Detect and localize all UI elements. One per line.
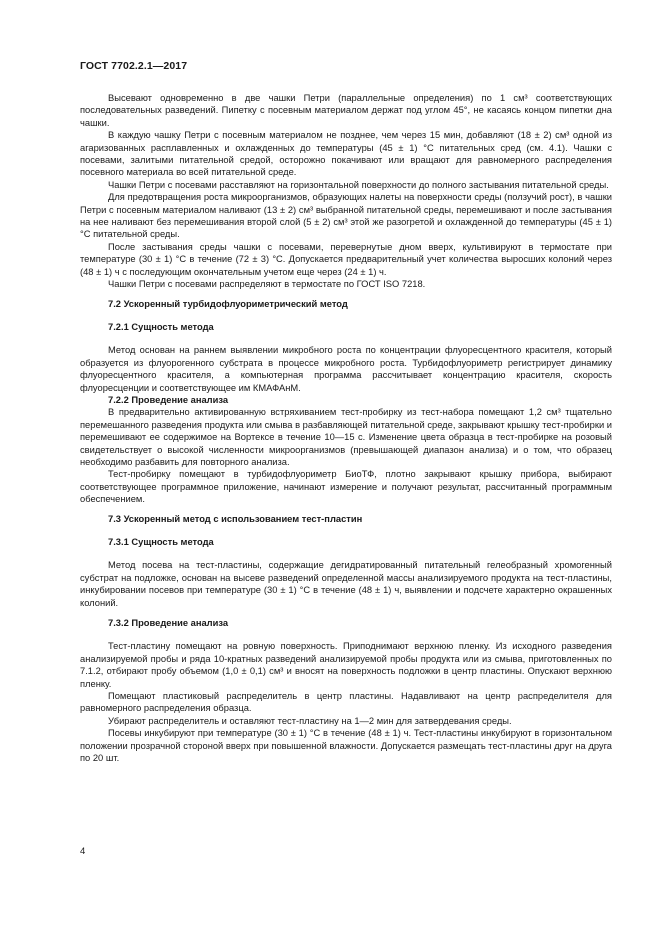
paragraph: После застывания среды чашки с посевами, перевернутые дном вверх, культивируют в термостате при температуре (30 ± 1) °С в течение (72 ± 3) °С. Допускается предварительный учет количества выросших колоний через (48 ± 1) ч с последующим окончательным учетом еще через (24 ± 1) ч. [80, 241, 612, 277]
paragraph: Высевают одновременно в две чашки Петри (параллельные определения) по 1 см³ соответствующих последовательных разведений. Пипетку с посевным материалом держат под углом 45°, не касаясь концом пипетки дна чашки. [80, 93, 612, 128]
document-header: ГОСТ 7702.2.1—2017 [80, 60, 188, 72]
section-heading-7-2: 7.2 Ускоренный турбидофлуориметрический метод [108, 298, 348, 309]
paragraph: Для предотвращения роста микроорганизмов, образующих налеты на поверхности среды (ползучий рост), в чашки Петри с посевным материалом наливают (13 ± 2) см³ выбранной питательной среды, перемешивают и после застывания на нее наливают без перемешивания второй слой (5 ± 2) см³ этой же разогретой и охлажденной до температуры (45 ± 1) °С питательной среды. [80, 192, 612, 240]
paragraph: Метод посева на тест-пластины, содержащие дегидратированный питательный гелеобразный хромогенный субстрат на подложке, основан на высеве разведений определенной массы анализируемого продукта на тест-пластины, инкубировании посевов при температуре (30 ± 1) °С в течение (48 ± 1) ч, выявлении и подсчете характерно окрашенных колоний. [80, 560, 612, 608]
document-body [80, 92, 612, 765]
paragraph: Убирают распределитель и оставляют тест-пластину на 1—2 мин для затвердевания среды. [108, 715, 512, 726]
subsection-heading-7-3-2: 7.3.2 Проведение анализа [108, 618, 229, 629]
subsection-heading-7-3-1: 7.3.1 Сущность метода [108, 537, 214, 547]
paragraph: Помещают пластиковый распределитель в центр пластины. Надавливают на центр распределителя для равномерного распределения образца. [80, 691, 612, 714]
page-number: 4 [80, 846, 86, 857]
paragraph: Чашки Петри с посевами распределяют в термостате по ГОСТ ISO 7218. [108, 279, 426, 290]
paragraph: Чашки Петри с посевами расставляют на горизонтальной поверхности до полного застывания питательной среды. [108, 179, 609, 190]
paragraph: Метод основан на раннем выявлении микробного роста по концентрации флуоресцентного красителя, который образуется из флуорогенного субстрата в процессе микробного роста. Турбидофлуориметр регистрирует динамику флуоресцентного красителя, а компьютерная программа рассчитывает концентрацию красителя, скорость флуоресценции и соответствующее им КМАФАнМ. [80, 345, 612, 393]
section-heading-7-3: 7.3 Ускоренный метод с использованием тест-пластин [108, 513, 363, 524]
subsection-heading-7-2-2: 7.2.2 Проведение анализа [108, 394, 229, 405]
paragraph: Тест-пластину помещают на ровную поверхность. Приподнимают верхнюю пленку. Из исходного разведения анализируемой пробы и ряда 10-кратных разведений анализируемой пробы продукта или из смыва, приготовленных по 7.1.2, отбирают пробу объемом (1,0 ± 0,1) см³ и вносят на поверхность подложки в центр пластины. Опускают верхнюю пленку. [80, 641, 612, 689]
paragraph: Посевы инкубируют при температуре (30 ± 1) °С в течение (48 ± 1) ч. Тест-пластины инкубируют в горизонтальном положении прозрачной стороной вверх при повышенной влажности. Допускается размещать тест-пластины друг на друга по 20 шт. [80, 728, 612, 764]
paragraph: В предварительно активированную встряхиванием тест-пробирку из тест-набора помещают 1,2 см³ тщательно перемешанного разведения продукта или смыва в разбавляющей питательной среде, закрывают крышку тест-пробирки и перемешивают ее содержимое на Вортексе в течение 10—15 с. Изменение цвета образца в тест-пробирке на розовый свидетельствует о высокой численности микроорганизмов (превышающей диапазон анализа) и о том, что образец необходимо разбавить для повторного анализа. [80, 407, 612, 467]
paragraph: В каждую чашку Петри с посевным материалом не позднее, чем через 15 мин, добавляют (18 ± 2) см³ одной из агаризованных расплавленных и охлажденных до температуры (45 ± 1) °С питательных сред (см. 4.1). Чашки с посевами, залитыми питательной средой, осторожно покачивают или вращают для равномерного распределения посевного материала во всей питательной среде. [80, 130, 612, 178]
paragraph: Тест-пробирку помещают в турбидофлуориметр БиоТФ, плотно закрывают крышку прибора, выбирают соответствующее программное приложение, начинают измерение и получают результат, рассчитанный программным обеспечением. [80, 469, 612, 505]
subsection-heading-7-2-1: 7.2.1 Сущность метода [108, 321, 214, 332]
